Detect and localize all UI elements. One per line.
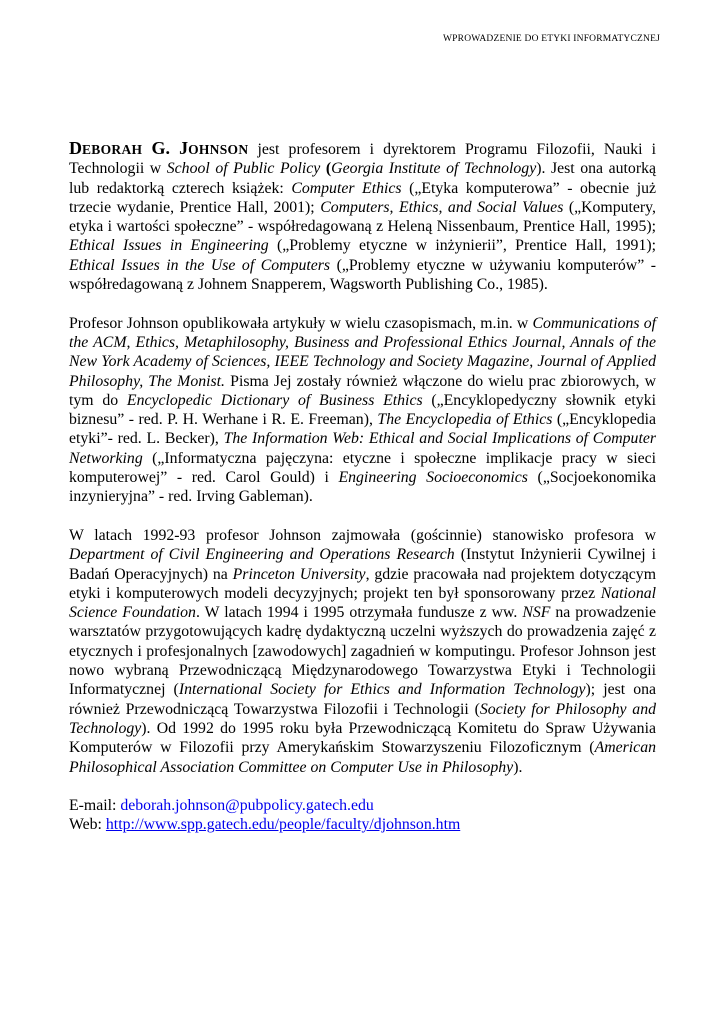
contact-block [69, 796, 656, 835]
text-run: („Encyklopedyczny słownik etyki biznesu” - red. P. H. Werhane i R. E. Freeman), [69, 391, 656, 429]
italic-title: NSF [522, 604, 551, 622]
running-header: WPROWADZENIE DO ETYKI INFORMATYCZNEJ [443, 34, 660, 44]
italic-title: Computer Ethics [291, 179, 402, 197]
paragraph-publications [69, 314, 656, 507]
text-run: , gdzie pracowała nad projektem dotyczącym etyki i komputerowych modeli decyzyjnych; projekt ten był sponsorowany przez [69, 565, 656, 602]
italic-title: Ethical Issues in Engineering [69, 237, 269, 255]
bio-text [69, 139, 656, 835]
text-run: („Encyklopedia etyki”- red. L. Becker), [69, 411, 657, 448]
email-link[interactable]: deborah.johnson@pubpolicy.gatech.edu [120, 797, 374, 815]
text-run: W latach 1992-93 profesor Johnson zajmowała (gościnnie) stanowisko profesora w [69, 526, 656, 544]
text-run: („Komputery, etyka i wartości społeczne” - współredagowaną z Heleną Nissenbaum, Prentice Hall, 1995); [69, 198, 656, 236]
italic-title: American Philosophical Association Committee on Computer Use in Philosophy [69, 739, 656, 776]
italic-title: Princeton University [232, 565, 366, 583]
paragraph-bio [69, 139, 656, 294]
email-label: E-mail: [69, 797, 121, 815]
italic-title: The Encyclopedia of Ethics [377, 411, 553, 429]
text-run: na prowadzenie warsztatów przygotowujących kadrę dydaktyczną uczelni wyższych do prowadzenia zajęć z etycznych i profesjonalnych [zawodowych] zagadnień w komputingu. Profesor Johnson jest nowo wybraną Przewodniczącą Międzynarodowego Towarzystwa Etyki i Technologii Informatycznej ( [69, 604, 656, 699]
text-run: jest profesorem i dyrektorem Programu Filozofii, Nauki i Technologii w [69, 141, 657, 178]
italic-title: Encyclopedic Dictionary of Business Ethics [126, 391, 423, 409]
text-run: ); jest ona również Przewodniczącą Towarzystwa Filozofii i Technologii ( [69, 681, 656, 718]
italic-title: Computers, Ethics, and Social Values [320, 198, 564, 216]
text-run: („Etyka komputerowa” - obecnie już trzecie wydanie, Prentice Hall, 2001); [69, 179, 656, 216]
text-run: („Problemy etyczne w używaniu komputerów” - współredagowaną z Johnem Snapperem, Wagsworth Publishing Co., 1985). [69, 256, 656, 294]
text-run: ( [320, 160, 332, 178]
italic-title: Society for Philosophy and Technology [69, 700, 656, 737]
italic-title: Georgia Institute of Technology [331, 160, 537, 178]
italic-title: Engineering Socioeconomics [338, 469, 528, 487]
text-run: („Problemy etyczne w inżynierii”, Prentice Hall, 1991); [268, 237, 656, 255]
italic-title: International Society for Ethics and Information Technology [178, 681, 586, 699]
text-run: Profesor Johnson opublikowała artykuły w wielu czasopismach, m.in. w [69, 314, 533, 332]
web-link[interactable]: http://www.spp.gatech.edu/people/faculty/djohnson.htm [105, 816, 461, 834]
author-name: DEBORAH G. JOHNSON [69, 138, 249, 158]
text-run: ). [513, 758, 523, 776]
web-label: Web: [69, 816, 106, 834]
italic-title: School of Public Policy [166, 160, 321, 178]
text-run: ). Od 1992 do 1995 roku była Przewodniczącą Komitetu do Spraw Używania Komputerów w Filozofii przy Amerykańskim Stowarzyszeniu Filozoficznym ( [69, 719, 656, 757]
italic-title: Ethical Issues in the Use of Computers [69, 256, 331, 274]
italic-title: The Information Web: Ethical and Social Implications of Computer Networking [69, 430, 656, 467]
italic-title: Department of Civil Engineering and Operations Research [69, 546, 455, 564]
text-run: („Socjoekonomika inzynieryjna” - red. Irving Gableman). [69, 469, 656, 506]
email-line [69, 796, 656, 815]
text-run: ). Jest ona autorką lub redaktorką czterech książek: [69, 160, 656, 197]
text-run: Pisma Jej zostały również włączone do wielu prac zbiorowych, w tym do [69, 372, 656, 409]
text-run: („Informatyczna pajęczyna: etyczne i społeczne implikacje pracy w sieci komputerowej” - red. Carol Gould) i [69, 449, 656, 487]
web-line [69, 815, 656, 834]
text-run: (Instytut Inżynierii Cywilnej i Badań Operacyjnych) na [69, 546, 657, 583]
text-run: . W latach 1994 i 1995 otrzymała fundusze z ww. [195, 604, 523, 622]
italic-title: Communications of the ACM, Ethics, Metaphilosophy, Business and Professional Ethics Journal, Annals of the New York Academy of Sciences, IEEE Technology and Society Magazine, Journal of Applied Philosophy, The Monist. [69, 314, 656, 390]
paragraph-positions [69, 526, 656, 777]
italic-title: National Science Foundation [69, 584, 656, 622]
